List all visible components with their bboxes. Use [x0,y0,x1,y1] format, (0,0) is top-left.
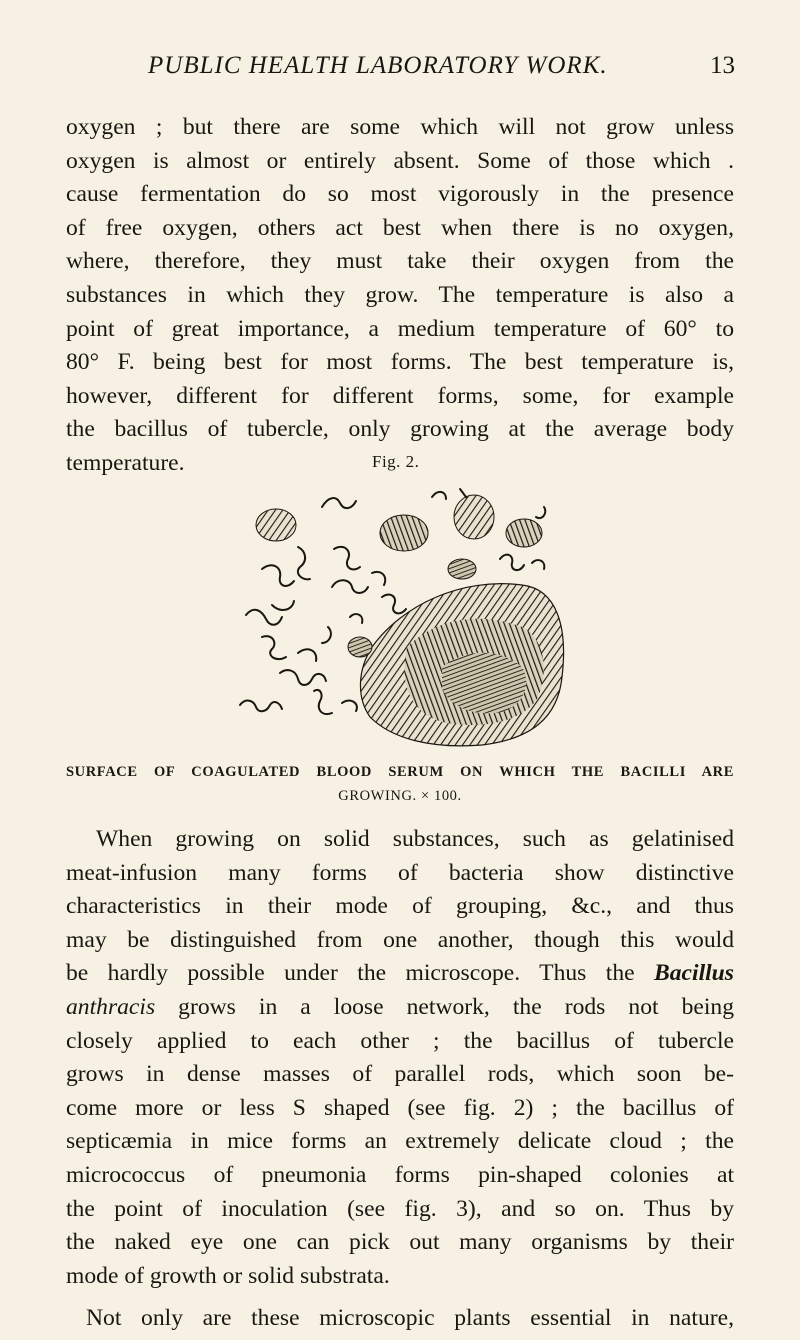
text-line-with-italic [66,957,734,991]
text-line: septicæmia in mice forms an extremely delicate cloud ; the [66,1128,734,1155]
text-line: grows in dense masses of parallel rods, which soon be- [66,1061,734,1088]
species-name-italic: anthracis [66,993,156,1020]
text-fragment: grows in a loose network, the rods not being [155,993,734,1020]
page-number: 13 [710,52,735,79]
text-line: however, different for different forms, some, for example [66,382,734,409]
text-line: may be distinguished from one another, though this would [66,926,734,953]
text-line: the point of inoculation (see fig. 3), and so on. Thus by [66,1195,734,1222]
text-line: oxygen ; but there are some which will not grow unless [66,114,734,140]
paragraph-oxygen-temperature [66,111,734,481]
text-line: closely applied to each other ; the bacillus of tubercle [66,1027,734,1054]
text-line: 80° F. being best for most forms. The best temperature is, [66,349,734,376]
species-name-italic: Bacillus [654,960,734,987]
running-title: PUBLIC HEALTH LABORATORY WORK. [148,52,608,79]
figure-caption-line-1: SURFACE OF COAGULATED BLOOD SERUM ON WHICH THE BACILLI ARE [66,764,734,780]
text-line: point of great importance, a medium temperature of 60° to [66,315,734,342]
text-line: come more or less S shaped (see fig. 2) ; the bacillus of [66,1094,734,1121]
text-line: where, therefore, they must take their oxygen from the [66,248,734,275]
text-line: Not only are these microscopic plants essential in nature, [86,1305,734,1331]
text-line: of free oxygen, others act best when there is no oxygen, [66,214,734,241]
paragraph-growth-characteristics [66,823,734,1293]
text-line: substances in which they grow. The temperature is also a [66,281,734,308]
figure-caption-line-2: GROWING. × 100. [338,788,462,804]
text-line: characteristics in their mode of grouping, &c., and thus [66,893,734,920]
text-line: meat-infusion many forms of bacteria show distinctive [66,859,734,886]
bacilli-colony-illustration [232,477,568,761]
text-line: the bacillus of tubercle, only growing at the average body [66,416,734,443]
paragraph-microscopic-plants [86,1302,734,1336]
text-line: mode of growth or solid substrata. [66,1262,390,1289]
text-line: temperature. [66,449,185,476]
figure-label: Fig. 2. [372,452,420,471]
text-fragment: be hardly possible under the microscope. Thus the [66,960,655,987]
text-line: the naked eye one can pick out many organisms by their [66,1229,734,1256]
text-line: micrococcus of pneumonia forms pin-shaped colonies at [66,1161,734,1188]
text-line-with-italic [66,991,734,1025]
text-line: oxygen is almost or entirely absent. Some of those which . [66,147,734,174]
text-line: cause fermentation do so most vigorously in the presence [66,181,734,208]
text-line: When growing on solid substances, such as gelatinised [96,826,734,852]
